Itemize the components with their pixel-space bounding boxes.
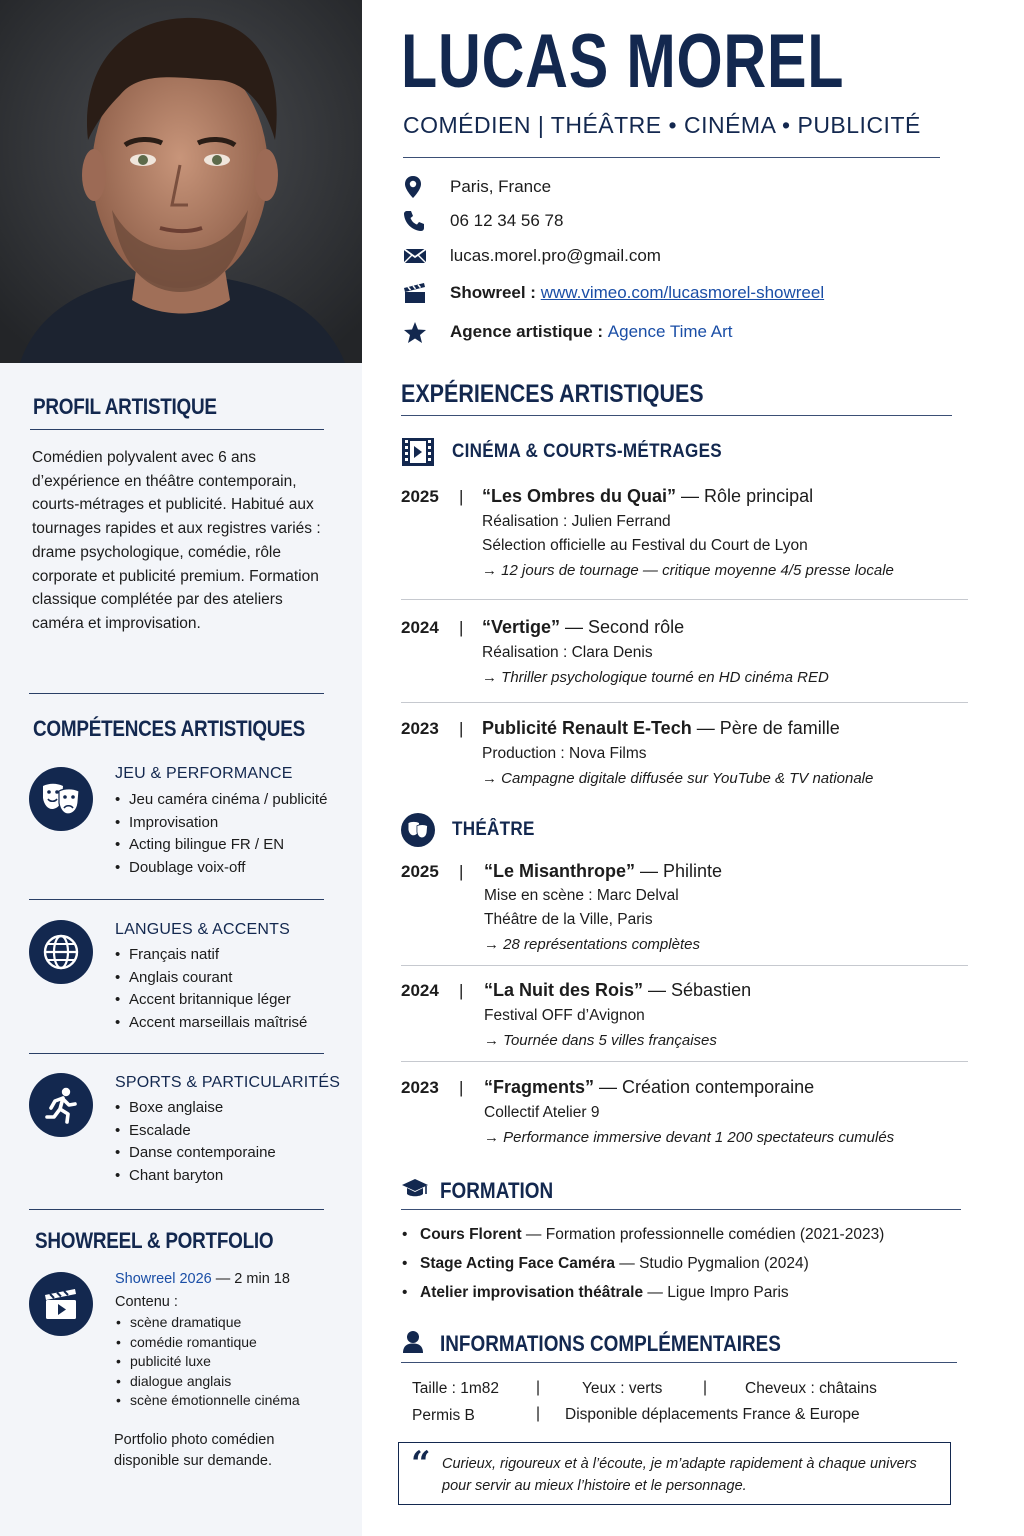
work-role: — Sébastien: [643, 980, 752, 1000]
formation-list: [402, 1226, 884, 1313]
experience-detail: Mise en scène : Marc Delval: [484, 887, 679, 904]
info-heading: INFORMATIONS COMPLÉMENTAIRES: [440, 1331, 781, 1356]
profile-text: Comédien polyvalent avec 6 ans d’expérience en théâtre contemporain, courts-métrages et publicité. Habitué aux tournages rapides et aux registres variés : drame psychologique, comédie, rôle corporate et publicité premium. Formation classique complétée par des ateliers caméra et improvisation.: [32, 449, 321, 632]
divider: [29, 899, 324, 900]
map-pin-icon: [403, 174, 433, 200]
clapperboard-icon: [403, 280, 433, 306]
skill-group-title: SPORTS & PARTICULARITÉS: [115, 1074, 341, 1091]
skill-group-title: JEU & PERFORMANCE: [115, 765, 293, 782]
showreel-content-list: [116, 1313, 300, 1411]
experience-year: 2024: [401, 981, 439, 1000]
separator: |: [459, 862, 464, 881]
course-detail: — Studio Pygmalion (2024): [614, 1255, 809, 1272]
course-detail: — Formation professionnelle comédien (2021-2023): [521, 1226, 885, 1243]
experience-note: → Thriller psychologique tourné en HD cinéma RED: [482, 669, 829, 686]
divider: [401, 965, 968, 966]
theater-masks-icon: [29, 767, 93, 831]
separator: |: [703, 1379, 708, 1396]
experience-title: [484, 980, 751, 1001]
agency-label: Agence artistique :: [450, 322, 604, 341]
contact-location: [403, 173, 551, 201]
list-item: • Acting bilingue FR / EN: [115, 834, 327, 857]
experience-note: → 12 jours de tournage — critique moyenne 4/5 presse locale: [482, 562, 894, 579]
info-height: Taille : 1m82: [412, 1380, 500, 1397]
divider: [29, 1053, 324, 1054]
course-name: Atelier improvisation théâtrale: [420, 1284, 644, 1301]
quote-text: Curieux, rigoureux et à l’écoute, je m’adapte rapidement à chaque univers pour servir au mieux l’histoire et le personnage.: [442, 1456, 917, 1494]
star-icon: [403, 319, 433, 345]
divider: [401, 1362, 957, 1363]
experience-title: [484, 1077, 814, 1098]
work-role: — Philinte: [635, 861, 723, 881]
experience-year: 2023: [401, 1078, 439, 1097]
theatre-heading: THÉÂTRE: [452, 819, 535, 840]
work-title: “Vertige”: [482, 617, 561, 637]
film-icon: [401, 437, 435, 472]
divider: [403, 157, 940, 158]
work-title: Publicité Renault E-Tech: [482, 718, 692, 738]
info-license: Permis B: [412, 1407, 475, 1424]
experience-year: 2024: [401, 618, 439, 637]
candidate-name: LUCAS MOREL: [401, 19, 845, 104]
location-text: Paris, France: [450, 177, 552, 196]
experience-year: 2023: [401, 719, 439, 738]
separator: |: [536, 1405, 541, 1422]
agency-name[interactable]: Agence Time Art: [607, 322, 733, 341]
list-item: • Improvisation: [115, 812, 327, 835]
theater-masks-icon: [401, 813, 435, 847]
work-role: — Rôle principal: [676, 486, 814, 506]
divider: [401, 599, 968, 600]
experience-detail: Théâtre de la Ville, Paris: [484, 911, 653, 928]
list-item: • Escalade: [115, 1120, 276, 1143]
experience-title: [482, 486, 813, 507]
experience-title: [482, 617, 684, 638]
phone-icon: [403, 208, 433, 234]
work-role: — Père de famille: [691, 718, 840, 738]
divider: [29, 1209, 324, 1210]
portrait-photo: [0, 0, 362, 363]
experience-year: 2025: [401, 862, 439, 881]
cinema-heading: CINÉMA & COURTS-MÉTRAGES: [452, 441, 722, 462]
portfolio-note: [114, 1430, 274, 1472]
skill-list: [115, 944, 307, 1034]
experience-detail: Sélection officielle au Festival du Court de Lyon: [482, 537, 808, 554]
work-title: “La Nuit des Rois”: [484, 980, 644, 1000]
experience-detail: Production : Nova Films: [482, 745, 647, 762]
envelope-icon: [403, 243, 433, 269]
separator: |: [536, 1379, 541, 1396]
globe-icon: [29, 920, 93, 984]
list-item: • Anglais courant: [115, 967, 307, 990]
showreel-content-label: Contenu :: [115, 1294, 178, 1310]
work-title: “Fragments”: [484, 1077, 595, 1097]
info-travel: Disponible déplacements France & Europe: [565, 1406, 860, 1423]
list-item: [402, 1284, 884, 1313]
info-hair: Cheveux : châtains: [745, 1380, 877, 1397]
course-name: Stage Acting Face Caméra: [420, 1255, 615, 1272]
showreel-line: [115, 1271, 290, 1287]
work-title: “Le Misanthrope”: [484, 861, 636, 881]
list-item: • Accent britannique léger: [115, 989, 307, 1012]
quote-box: [398, 1442, 951, 1505]
skill-list: [115, 789, 327, 879]
list-item: • Danse contemporaine: [115, 1142, 276, 1165]
list-item: • Jeu caméra cinéma / publicité: [115, 789, 327, 812]
list-item: • Boxe anglaise: [115, 1097, 276, 1120]
experience-note: → Tournée dans 5 villes françaises: [484, 1032, 717, 1049]
contact-email: [403, 242, 661, 270]
contact-agency: [403, 318, 733, 346]
list-item: • Chant baryton: [115, 1165, 276, 1188]
separator: |: [459, 719, 464, 738]
experience-note: → Performance immersive devant 1 200 spectateurs cumulés: [484, 1129, 895, 1146]
showreel-link[interactable]: www.vimeo.com/lucasmorel-showreel: [540, 283, 825, 302]
profile-heading: PROFIL ARTISTIQUE: [33, 394, 217, 419]
experience-detail: Réalisation : Julien Ferrand: [482, 513, 671, 530]
list-item: • dialogue anglais: [116, 1372, 300, 1392]
list-item: • Doublage voix-off: [115, 857, 327, 880]
divider: [401, 702, 968, 703]
separator: |: [459, 487, 464, 506]
work-role: — Second rôle: [560, 617, 685, 637]
graduation-cap-icon: [401, 1178, 429, 1205]
work-role: — Création contemporaine: [594, 1077, 815, 1097]
candidate-subtitle: COMÉDIEN | THÉÂTRE • CINÉMA • PUBLICITÉ: [403, 112, 921, 138]
experience-detail: Réalisation : Clara Denis: [482, 644, 653, 661]
portfolio-line: Portfolio photo comédien: [114, 1432, 275, 1448]
running-icon: [29, 1073, 93, 1137]
list-item: • scène dramatique: [116, 1313, 300, 1333]
divider: [401, 1209, 961, 1210]
showreel-label: Showreel :: [450, 283, 536, 302]
list-item: • scène émotionnelle cinéma: [116, 1391, 300, 1411]
separator: |: [459, 618, 464, 637]
phone-text[interactable]: 06 12 34 56 78: [450, 211, 564, 230]
list-item: • Accent marseillais maîtrisé: [115, 1012, 307, 1035]
course-detail: — Ligue Impro Paris: [643, 1284, 789, 1301]
list-item: • Français natif: [115, 944, 307, 967]
experience-title: [484, 861, 722, 882]
list-item: [402, 1255, 884, 1284]
list-item: • comédie romantique: [116, 1333, 300, 1353]
experience-detail: Festival OFF d’Avignon: [484, 1007, 645, 1024]
quote-icon: “: [411, 1444, 431, 1484]
experience-detail: Collectif Atelier 9: [484, 1104, 600, 1121]
skill-list: [115, 1097, 276, 1187]
divider: [401, 1061, 968, 1062]
showreel-heading: SHOWREEL & PORTFOLIO: [35, 1228, 274, 1253]
divider: [401, 415, 952, 416]
divider: [30, 429, 324, 430]
info-eyes: Yeux : verts: [582, 1380, 663, 1397]
showreel-name[interactable]: Showreel 2026: [115, 1271, 212, 1287]
list-item: [402, 1226, 884, 1255]
experience-year: 2025: [401, 487, 439, 506]
course-name: Cours Florent: [420, 1226, 522, 1243]
experience-note: → 28 représentations complètes: [484, 936, 700, 953]
list-item: • publicité luxe: [116, 1352, 300, 1372]
portfolio-line: disponible sur demande.: [114, 1453, 272, 1469]
separator: |: [459, 1078, 464, 1097]
experiences-heading: EXPÉRIENCES ARTISTIQUES: [401, 380, 704, 408]
email-text[interactable]: lucas.morel.pro@gmail.com: [450, 246, 661, 265]
work-title: “Les Ombres du Quai”: [482, 486, 677, 506]
showreel-duration: — 2 min 18: [215, 1271, 290, 1287]
skill-group-title: LANGUES & ACCENTS: [115, 921, 291, 938]
experience-note: → Campagne digitale diffusée sur YouTube & TV nationale: [482, 770, 874, 787]
skills-heading: COMPÉTENCES ARTISTIQUES: [33, 716, 305, 741]
divider: [29, 693, 324, 694]
sidebar: [0, 0, 362, 1536]
contact-phone: [403, 207, 563, 235]
user-icon: [402, 1330, 424, 1359]
experience-title: [482, 718, 840, 739]
separator: |: [459, 981, 464, 1000]
contact-showreel: [403, 279, 824, 307]
clapperboard-icon: [29, 1272, 93, 1336]
formation-heading: FORMATION: [440, 1178, 554, 1203]
